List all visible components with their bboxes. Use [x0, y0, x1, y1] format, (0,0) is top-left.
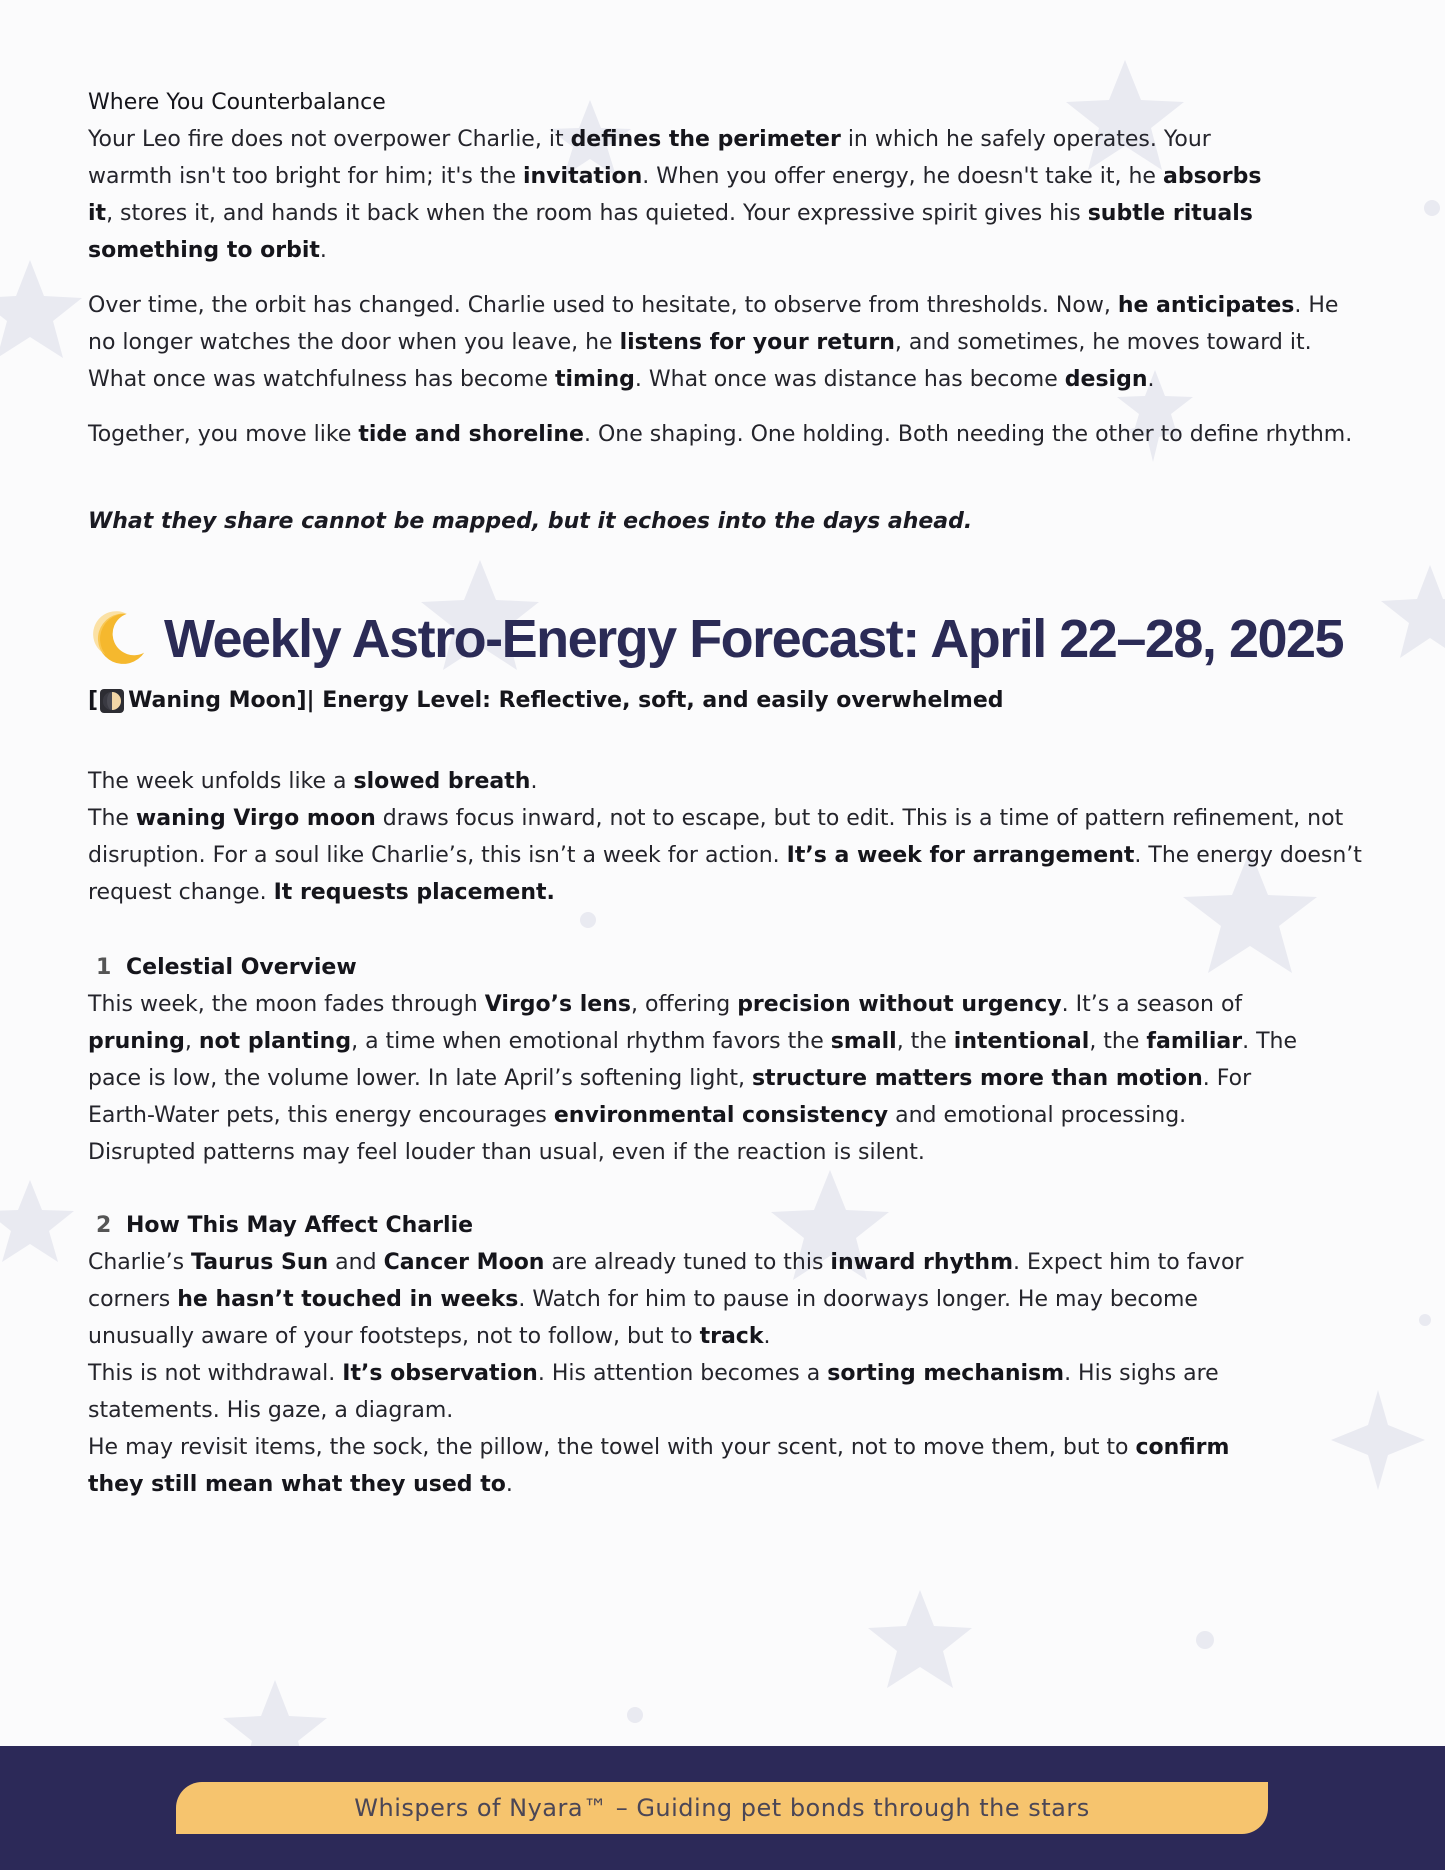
text-line: disruption. For a soul like Charlie’s, this isn’t a week for action. It’s a week for arrangement. The energy doesn’t [88, 843, 1362, 868]
closing-line: What they share cannot be mapped, but it echoes into the days ahead. [88, 509, 973, 534]
emphasis: structure matters more than motion [751, 1066, 1203, 1091]
text-line: What once was watchfulness has become timing. What once was distance has become design. [88, 367, 1155, 392]
star-decoration [0, 1180, 74, 1262]
forecast-intro [88, 763, 1368, 911]
footer [0, 1746, 1445, 1870]
text-line: He may revisit items, the sock, the pillow, the towel with your scent, not to move them, but to confirm [88, 1435, 1230, 1460]
emphasis: they still mean what they used to [88, 1472, 506, 1497]
text-line: The waning Virgo moon draws focus inward, not to escape, but to edit. This is a time of pattern refinement, not [88, 806, 1344, 831]
text-line: Disrupted patterns may feel louder than usual, even if the reaction is silent. [88, 1140, 925, 1165]
counterbalance-paragraph-1 [88, 121, 1368, 269]
star-decoration [0, 260, 82, 358]
text-line: statements. His gaze, a diagram. [88, 1398, 454, 1423]
energy-level-line [88, 682, 1368, 719]
crescent-moon-icon [88, 608, 150, 670]
emphasis: confirm [1135, 1435, 1230, 1460]
text-line: pace is low, the volume lower. In late April’s softening light, structure matters more than motion. For [88, 1066, 1252, 1091]
text-line: Your Leo fire does not overpower Charlie, it defines the perimeter in which he safely operates. Your [88, 127, 1211, 152]
text-line: This is not withdrawal. It’s observation. His attention becomes a sorting mechanism. His sighs are [88, 1361, 1219, 1386]
emphasis: design [1064, 367, 1148, 392]
emphasis: precision without urgency [737, 992, 1062, 1017]
celestial-overview-body [88, 986, 1368, 1171]
emphasis: It’s observation [342, 1361, 538, 1386]
emphasis: something to orbit [88, 238, 320, 263]
text-line: Earth-Water pets, this energy encourages environmental consistency and emotional processing. [88, 1103, 1187, 1128]
emphasis: not planting [198, 1029, 352, 1054]
emphasis: sorting mechanism [827, 1361, 1065, 1386]
text-line: Over time, the orbit has changed. Charlie used to hesitate, to observe from thresholds. Now, he anticipates. He [88, 293, 1339, 318]
forecast-title [88, 604, 1368, 674]
footer-tagline: Whispers of Nyara™ – Guiding pet bonds through the stars [176, 1782, 1268, 1834]
text-line: they still mean what they used to. [88, 1472, 513, 1497]
emphasis: intentional [953, 1029, 1090, 1054]
emphasis: pruning [88, 1029, 185, 1054]
emphasis: absorbs [1162, 164, 1262, 189]
charlie-affect-body [88, 1244, 1368, 1503]
emphasis: defines the perimeter [570, 127, 841, 152]
section-number: 2 [96, 1213, 112, 1238]
emphasis: subtle rituals [1087, 201, 1253, 226]
star-decoration [868, 1590, 972, 1688]
text-line: This week, the moon fades through Virgo’s lens, offering precision without urgency. It’s a season of [88, 992, 1243, 1017]
emphasis: listens for your return [619, 330, 895, 355]
energy-bracket: [ [88, 688, 99, 713]
page-content [88, 84, 1368, 1503]
star-dot [1419, 1314, 1431, 1326]
emphasis: familiar [1146, 1029, 1243, 1054]
counterbalance-heading: Where You Counterbalance [88, 90, 386, 115]
section-number: 1 [96, 955, 112, 980]
emphasis: he hasn’t touched in weeks [177, 1287, 519, 1312]
text-line: pruning, not planting, a time when emotional rhythm favors the small, the intentional, the familiar. The [88, 1029, 1297, 1054]
emphasis: It’s a week for arrangement [786, 843, 1135, 868]
star-decoration [1381, 565, 1445, 658]
emphasis: timing [554, 367, 635, 392]
text-line: corners he hasn’t touched in weeks. Watch for him to pause in doorways longer. He may become [88, 1287, 1198, 1312]
star-dot [1424, 200, 1440, 216]
text-line: no longer watches the door when you leave, he listens for your return, and sometimes, he moves toward it. [88, 330, 1312, 355]
text-line: warmth isn't too bright for him; it's the invitation. When you offer energy, he doesn't take it, he absorbs [88, 164, 1262, 189]
emphasis: it [88, 201, 107, 226]
section-heading-charlie [88, 1207, 1368, 1244]
emphasis: invitation [522, 164, 643, 189]
emphasis: Cancer Moon [383, 1250, 545, 1275]
energy-level: | Energy Level: Reflective, soft, and easily overwhelmed [306, 688, 1004, 713]
counterbalance-paragraph-3 [88, 416, 1368, 453]
emphasis: track [699, 1324, 764, 1349]
emphasis: Taurus Sun [191, 1250, 329, 1275]
text-line: Together, you move like tide and shoreline. One shaping. One holding. Both needing the other to define rhythm. [88, 422, 1353, 447]
text-line: unusually aware of your footsteps, not to follow, but to track. [88, 1324, 771, 1349]
text-line: it, stores it, and hands it back when the room has quieted. Your expressive spirit gives his subtle rituals [88, 201, 1253, 226]
emphasis: small [830, 1029, 897, 1054]
star-dot [627, 1707, 643, 1723]
waning-moon-icon [100, 689, 124, 713]
moon-phase: Waning Moon] [128, 688, 307, 713]
emphasis: It requests placement. [273, 880, 555, 905]
emphasis: waning Virgo moon [135, 806, 376, 831]
text-line: request change. It requests placement. [88, 880, 555, 905]
star-dot [1196, 1631, 1214, 1649]
section-title: How This May Affect Charlie [126, 1213, 474, 1238]
counterbalance-paragraph-2 [88, 287, 1368, 398]
text-line: something to orbit. [88, 238, 327, 263]
emphasis: environmental consistency [553, 1103, 889, 1128]
emphasis: tide and shoreline [358, 422, 584, 447]
emphasis: inward rhythm [830, 1250, 1014, 1275]
section-heading-celestial [88, 949, 1368, 986]
section-title: Celestial Overview [126, 955, 357, 980]
forecast-title-text: Weekly Astro-Energy Forecast: April 22–28, 2025 [164, 609, 1344, 669]
text-line: The week unfolds like a slowed breath. [88, 769, 538, 794]
text-line: Charlie’s Taurus Sun and Cancer Moon are already tuned to this inward rhythm. Expect him to favor [88, 1250, 1244, 1275]
emphasis: Virgo’s lens [484, 992, 631, 1017]
emphasis: slowed breath [353, 769, 531, 794]
emphasis: he anticipates [1117, 293, 1295, 318]
